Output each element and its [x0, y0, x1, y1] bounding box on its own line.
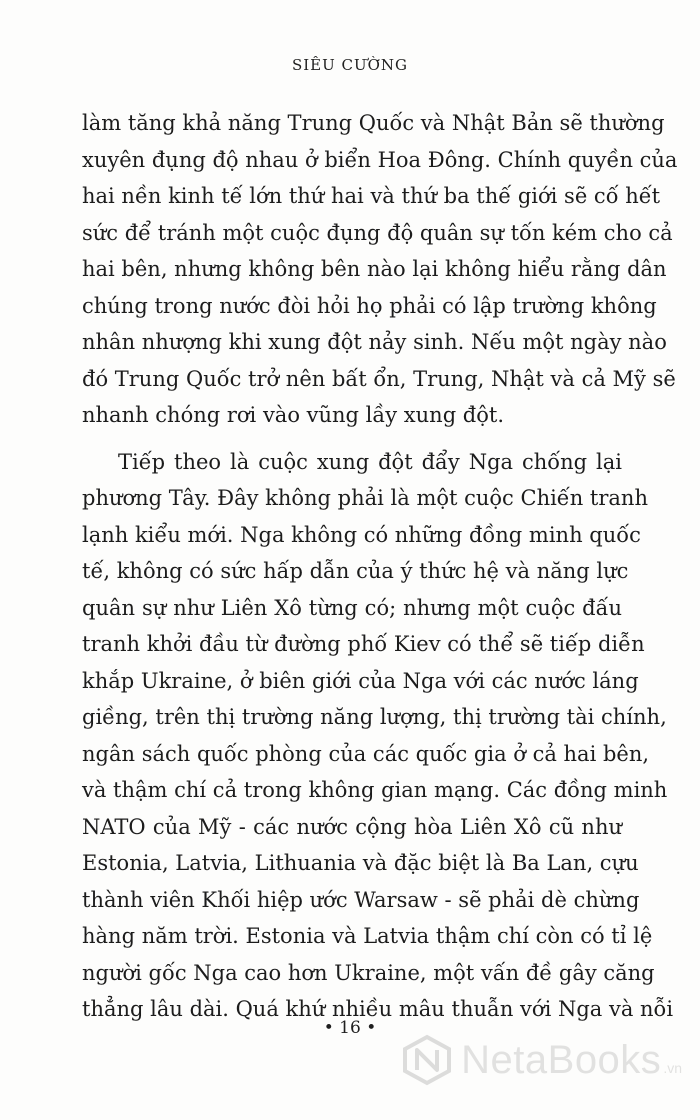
text-line: thành viên Khối hiệp ước Warsaw - sẽ phải dè chừng: [82, 887, 640, 912]
text-line: làm tăng khả năng Trung Quốc và Nhật Bản sẽ thường: [82, 111, 665, 135]
text-line: và thậm chí cả trong không gian mạng. Các đồng minh: [82, 778, 668, 802]
text-line: thẳng lâu dài. Quá khứ nhiều mâu thuẫn với Nga và nỗi: [82, 997, 674, 1021]
text-line: lạnh kiểu mới. Nga không có những đồng minh quốc: [82, 522, 641, 547]
text-line: khắp Ukraine, ở biên giới của Nga với các nước láng: [82, 668, 639, 693]
text-line: người gốc Nga cao hơn Ukraine, một vấn đề gây căng: [82, 960, 655, 985]
text-line: NATO của Mỹ - các nước cộng hòa Liên Xô cũ như: [82, 814, 622, 839]
watermark-brand: NetaBooks: [461, 1037, 662, 1082]
text-line: đó Trung Quốc trở nên bất ổn, Trung, Nhật và cả Mỹ sẽ: [82, 366, 676, 391]
text-line: sức để tránh một cuộc đụng độ quân sự tốn kém cho cả: [82, 220, 673, 245]
page-number: • 16 •: [323, 1018, 377, 1038]
text-line: nhân nhượng khi xung đột nảy sinh. Nếu một ngày nào: [82, 330, 667, 354]
body-text: [82, 105, 678, 1028]
text-line: tế, không có sức hấp dẫn của ý thức hệ và năng lực: [82, 559, 629, 583]
text-line: ngân sách quốc phòng của các quốc gia ở cả hai bên,: [82, 741, 650, 766]
text-line: chúng trong nước đòi hỏi họ phải có lập trường không: [82, 293, 657, 318]
text-line: hai nền kinh tế lớn thứ hai và thứ ba thế giới sẽ cố hết: [82, 184, 661, 208]
running-header: SIÊU CƯỜNG: [291, 56, 409, 74]
text-line: hai bên, nhưng không bên nào lại không hiểu rằng dân: [82, 257, 667, 281]
watermark-tld: .vn: [663, 1060, 682, 1076]
text-line: nhanh chóng rơi vào vũng lầy xung đột.: [82, 403, 505, 427]
paragraph-gap: [82, 434, 622, 444]
text-line: hàng năm trời. Estonia và Latvia thậm chí còn có tỉ lệ: [82, 924, 653, 948]
text-line: Tiếp theo là cuộc xung đột đẩy Nga chống lại: [118, 449, 622, 474]
text-line: giềng, trên thị trường năng lượng, thị trường tài chính,: [82, 705, 667, 729]
netabooks-logo-icon: [401, 1034, 453, 1086]
text-line: tranh khởi đầu từ đường phố Kiev có thể sẽ tiếp diễn: [82, 632, 645, 656]
text-line: quân sự như Liên Xô từng có; nhưng một cuộc đấu: [82, 595, 622, 620]
watermark: [401, 1034, 682, 1086]
text-line: phương Tây. Đây không phải là một cuộc Chiến tranh: [82, 486, 648, 510]
paragraph-2: [82, 444, 674, 1028]
text-line: xuyên đụng độ nhau ở biển Hoa Đông. Chính quyền của: [82, 147, 678, 172]
paragraph-1: [82, 105, 678, 434]
text-line: Estonia, Latvia, Lithuania và đặc biệt là Ba Lan, cựu: [82, 851, 639, 875]
